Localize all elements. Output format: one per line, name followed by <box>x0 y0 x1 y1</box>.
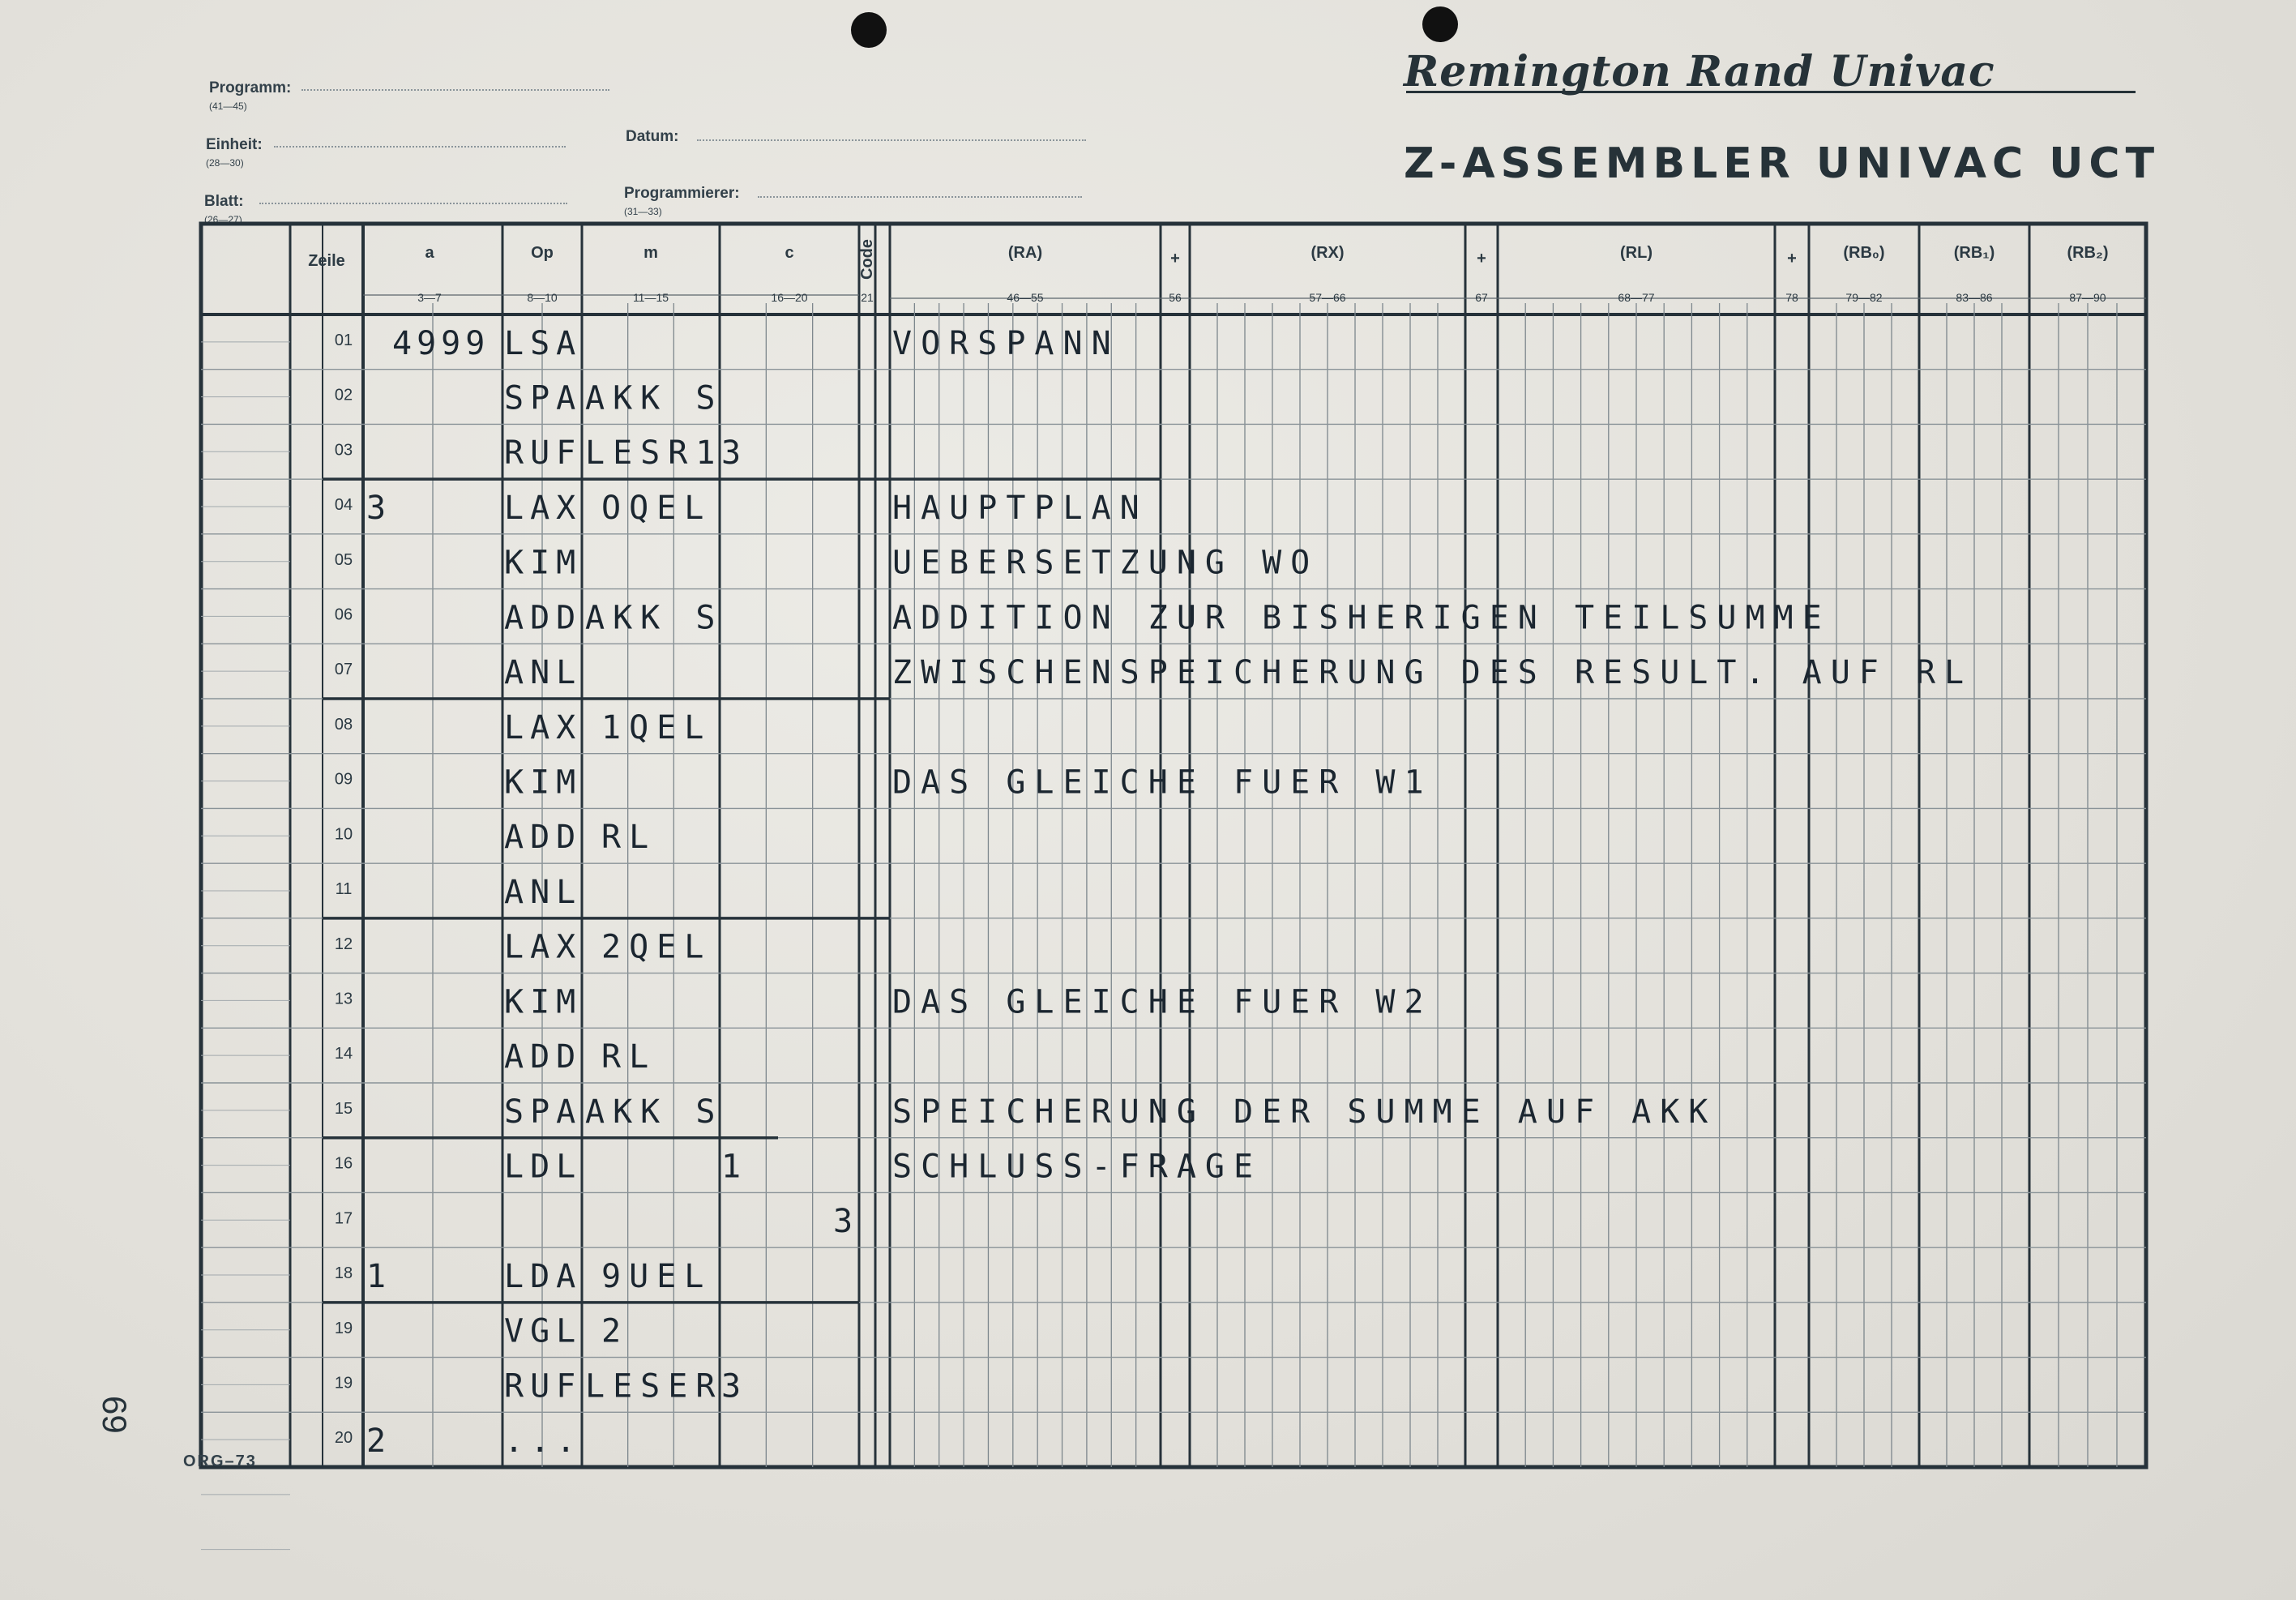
row-number: 10 <box>334 825 353 844</box>
row-number: 07 <box>334 661 353 679</box>
cell-op: KIM <box>504 764 583 802</box>
row-number: 04 <box>334 496 353 515</box>
grid-lines <box>201 224 2146 1600</box>
header-3: m <box>643 244 658 262</box>
row-number: 13 <box>334 990 353 1008</box>
cell-op: LAX <box>504 489 583 527</box>
programm-label: Programm: <box>209 79 292 96</box>
header-12: (RB₀) <box>1843 244 1885 262</box>
cell-a: 2 <box>366 1422 391 1461</box>
column-headers <box>308 239 2108 304</box>
row-number: 12 <box>334 935 353 953</box>
header-10: (RL) <box>1620 244 1653 262</box>
header-sign: + <box>1787 250 1797 267</box>
header-sub-14: 87—90 <box>2069 291 2106 304</box>
header-1: a <box>425 244 434 262</box>
row-number: 11 <box>335 880 353 899</box>
cell-op: SPA <box>504 379 583 417</box>
cell-c: 3 <box>833 1203 853 1241</box>
row-number: 14 <box>334 1045 353 1063</box>
header-sign: + <box>1477 250 1486 267</box>
cell-m: LESER <box>585 1367 724 1405</box>
cell-c: 3 <box>721 434 742 473</box>
form-number: ORG–73 <box>183 1452 257 1470</box>
blatt-range: (26—27) <box>204 214 242 225</box>
header-sub-10: 68—77 <box>1618 291 1655 304</box>
cell-m: 1QEL <box>601 708 712 747</box>
cell-m: RL <box>601 1038 657 1076</box>
row-number: 17 <box>334 1209 353 1228</box>
cell-op: KIM <box>504 983 583 1021</box>
programmierer-range: (31—33) <box>624 206 662 217</box>
header-sub-2: 8—10 <box>527 291 558 304</box>
cell-m: AKK S <box>585 599 724 637</box>
row-number: 20 <box>334 1429 353 1448</box>
cell-op: RUF <box>504 1367 583 1405</box>
cell-op: LDA <box>504 1257 583 1295</box>
cell-remark: DAS GLEICHE FUER W2 <box>892 983 1433 1021</box>
row-number: 02 <box>334 386 353 404</box>
cell-m: AKK S <box>585 1093 724 1131</box>
table-rows <box>335 325 1973 1460</box>
cell-a: 3 <box>366 489 391 527</box>
row-number: 16 <box>334 1154 353 1173</box>
header-sub-13: 83—86 <box>1956 291 1993 304</box>
programmierer-label: Programmierer: <box>624 185 740 202</box>
cell-op: ADD <box>504 1038 583 1076</box>
cell-op: LSA <box>504 324 583 362</box>
cell-m: OQEL <box>601 489 712 527</box>
cell-op: KIM <box>504 544 583 582</box>
cell-m: 2QEL <box>601 928 712 966</box>
cell-op: SPA <box>504 1093 583 1131</box>
row-number: 08 <box>334 715 353 734</box>
cell-remark: SPEICHERUNG DER SUMME AUF AKK <box>892 1093 1717 1131</box>
header-14: (RB₂) <box>2067 244 2109 262</box>
cell-m: AKK S <box>585 379 724 417</box>
cell-a: 1 <box>366 1257 391 1295</box>
cell-op: LAX <box>504 708 583 747</box>
form-title: Z-ASSEMBLER UNIVAC UCT <box>1404 139 2161 188</box>
header-8: (RX) <box>1310 244 1345 262</box>
row-number: 09 <box>334 770 353 789</box>
cell-remark: SCHLUSS-FRAGE <box>892 1148 1263 1186</box>
row-number: 03 <box>334 441 353 460</box>
header-sub-9: 67 <box>1475 291 1488 304</box>
brand-logo: Remington Rand Univac <box>1404 47 1995 96</box>
header-0: Zeile <box>308 252 345 270</box>
cell-a: 4999 <box>392 324 490 362</box>
datum-label: Datum: <box>626 128 679 145</box>
row-number: 05 <box>334 550 353 569</box>
cell-op: RUF <box>504 434 583 473</box>
header-sign: + <box>1170 250 1180 267</box>
header-sub-8: 57—66 <box>1309 291 1346 304</box>
header-13: (RB₁) <box>1953 244 1995 262</box>
cell-remark: UEBERSETZUNG WO <box>892 544 1319 582</box>
einheit-range: (28—30) <box>206 157 244 169</box>
header-4: c <box>785 244 794 262</box>
programm-range: (41—45) <box>209 101 247 112</box>
cell-c: 1 <box>721 1148 742 1186</box>
blatt-label: Blatt: <box>204 193 244 210</box>
cell-op: VGL <box>504 1312 583 1350</box>
row-number: 06 <box>334 605 353 624</box>
cell-remark: VORSPANN <box>892 324 1120 362</box>
header-sub-1: 3—7 <box>417 291 442 304</box>
cell-op: LDL <box>504 1148 583 1186</box>
row-number: 18 <box>334 1264 353 1283</box>
cell-m: RL <box>601 819 657 857</box>
cell-remark: ADDITION ZUR BISHERIGEN TEILSUMME <box>892 599 1831 637</box>
einheit-label: Einheit: <box>206 136 263 153</box>
cell-op: ... <box>504 1422 583 1461</box>
header-sub-4: 16—20 <box>771 291 808 304</box>
sheet-number: 69 <box>96 1396 134 1434</box>
row-number: 19 <box>334 1319 353 1337</box>
cell-c: 3 <box>721 1367 742 1405</box>
row-number: 01 <box>334 331 353 349</box>
cell-m: 9UEL <box>601 1257 712 1295</box>
cell-remark: DAS GLEICHE FUER W1 <box>892 764 1433 802</box>
header-sub-5: 21 <box>861 291 874 304</box>
header-sub-12: 79—82 <box>1845 291 1883 304</box>
cell-m: 2 <box>601 1312 630 1350</box>
row-number: 19 <box>334 1374 353 1393</box>
table-frame <box>201 224 2146 1467</box>
header-sub-6: 46—55 <box>1007 291 1044 304</box>
cell-op: ADD <box>504 819 583 857</box>
header-sub-11: 78 <box>1785 291 1798 304</box>
cell-op: ANL <box>504 873 583 911</box>
header-sub-7: 56 <box>1169 291 1182 304</box>
cell-op: LAX <box>504 928 583 966</box>
header-6: (RA) <box>1007 244 1043 262</box>
row-number: 15 <box>334 1099 353 1118</box>
header-code: Code <box>858 239 876 280</box>
header-2: Op <box>531 244 554 262</box>
cell-m: LESR1 <box>585 434 724 473</box>
cell-op: ANL <box>504 654 583 692</box>
cell-remark: HAUPTPLAN <box>892 489 1148 527</box>
cell-op: ADD <box>504 599 583 637</box>
header-sub-3: 11—15 <box>632 291 669 304</box>
cell-remark: ZWISCHENSPEICHERUNG DES RESULT. AUF RL <box>892 654 1973 692</box>
